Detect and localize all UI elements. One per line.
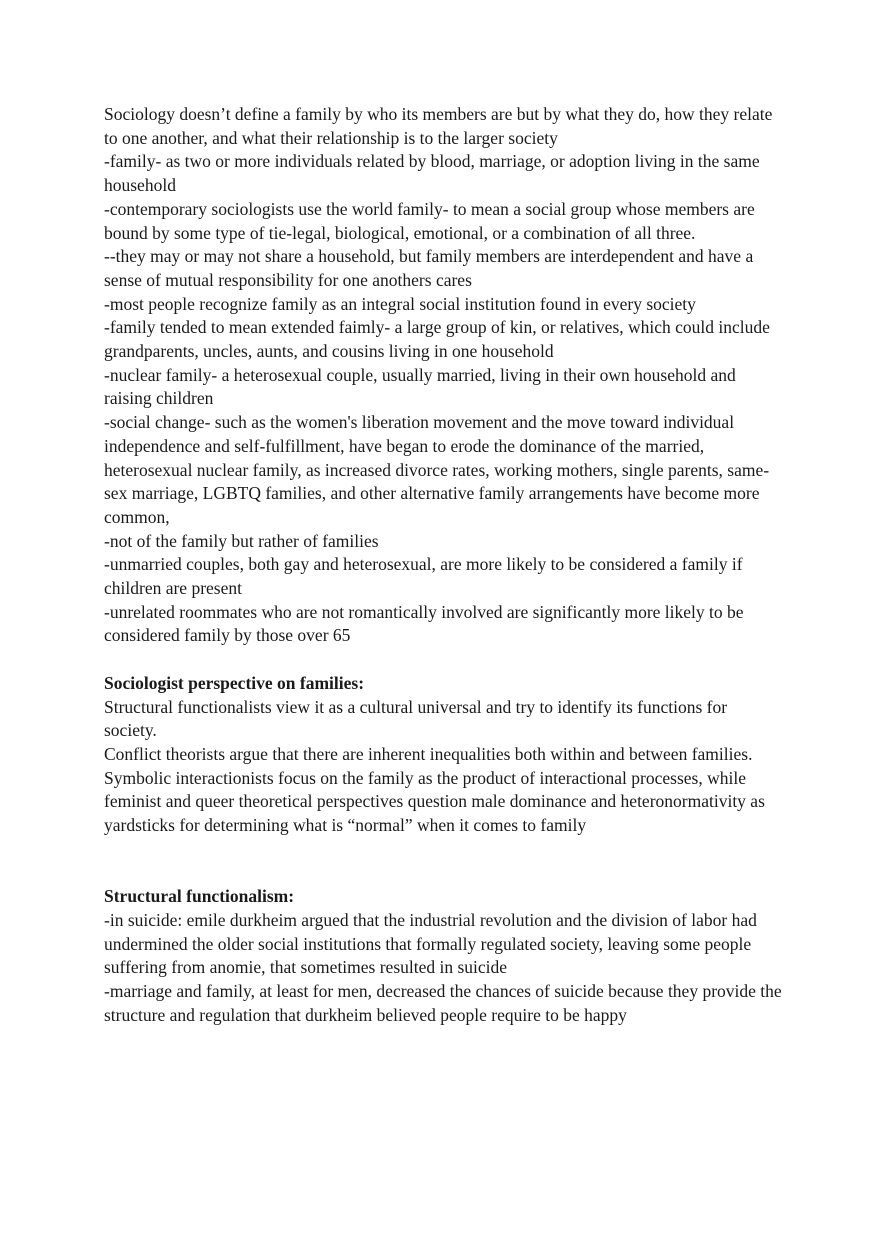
intro-paragraph: Sociology doesn’t define a family by who its members are but by what they do, how they relate to one another, and what their relationship is to the larger society (104, 104, 773, 148)
section-spacer (104, 838, 784, 885)
perspective-paragraph: Structural functionalists view it as a cultural universal and try to identify its functions for society. (104, 696, 728, 741)
functionalism-section (104, 885, 784, 1027)
intro-section (104, 103, 784, 648)
section-spacer (104, 648, 784, 672)
perspective-paragraph: Conflict theorists argue that there are inherent inequalities both within and between families. (104, 743, 753, 764)
intro-paragraph: -most people recognize family as an integral social institution found in every society (104, 293, 696, 314)
functionalism-paragraph: -marriage and family, at least for men, decreased the chances of suicide because they provide the structure and regulation that durkheim believed people require to be happy (104, 980, 782, 1025)
intro-paragraph: -family tended to mean extended faimly- a large group of kin, or relatives, which could include grandparents, uncles, aunts, and cousins living in one household (104, 317, 770, 362)
intro-paragraph: --they may or may not share a household, but family members are interdependent and have a sense of mutual responsibility for one anothers cares (104, 246, 754, 290)
document-page (104, 103, 784, 1027)
intro-paragraph: -not of the family but rather of families (104, 530, 379, 551)
intro-paragraph: -family- as two or more individuals related by blood, marriage, or adoption living in the same household (104, 151, 760, 196)
intro-paragraph: -unrelated roommates who are not romantically involved are significantly more likely to be considered family by those over 65 (104, 601, 744, 646)
section-heading: Sociologist perspective on families: (104, 672, 365, 693)
intro-paragraph: -nuclear family- a heterosexual couple, usually married, living in their own household and raising children (104, 364, 736, 409)
intro-paragraph: -social change- such as the women's liberation movement and the move toward individual independence and self-fulfillment, have began to erode the dominance of the married, heterosexual nuclear family, as increased divorce rates, working mothers, single parents, same-sex marriage, LGBTQ families, and other alternative family arrangements have become more common, (104, 412, 770, 527)
perspective-paragraph: Symbolic interactionists focus on the family as the product of interactional processes, while feminist and queer theoretical perspectives question male dominance and heteronormativity as yardsticks for determining what is “normal” when it comes to family (104, 767, 765, 836)
functionalism-paragraph: -in suicide: emile durkheim argued that the industrial revolution and the division of labor had undermined the older social institutions that formally regulated society, leaving some people suffering from anomie, that sometimes resulted in suicide (104, 909, 757, 978)
intro-paragraph: -contemporary sociologists use the world family- to mean a social group whose members are bound by some type of tie-legal, biological, emotional, or a combination of all three. (104, 198, 755, 243)
section-heading: Structural functionalism: (104, 886, 295, 907)
intro-paragraph: -unmarried couples, both gay and heterosexual, are more likely to be considered a family if children are present (104, 554, 743, 599)
perspectives-section (104, 672, 784, 838)
